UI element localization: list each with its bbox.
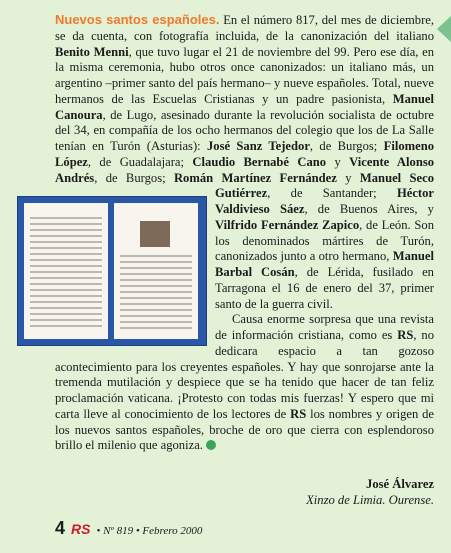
page-arrow-icon — [437, 16, 451, 42]
author-location: Xinzo de Limia. Ourense. — [306, 493, 434, 507]
saint-name: Manuel Seco Gutiérrez — [215, 170, 434, 201]
page-footer — [55, 518, 202, 540]
spread-left-page — [24, 203, 108, 339]
text-run: los nombres y origen de los nuevos santos españoles, broche de oro que cierra con esplendoroso brillo el milenio que agoniza. — [55, 406, 435, 453]
magazine-spread-image — [17, 196, 207, 346]
letter-signature — [306, 476, 434, 508]
magazine-name: RS — [290, 406, 307, 421]
paragraph-1 — [55, 12, 434, 312]
text-run: Causa enorme sorpresa que una revista de información cristiana, como es — [215, 312, 434, 342]
text-run: , de Buenos Aires, y — [304, 202, 434, 216]
end-bullet-icon — [206, 440, 216, 450]
text-run: , de León. Son los denominados mártires de Turón, canonizados junto a otro hermano, — [215, 217, 435, 264]
magazine-thumbnail — [17, 196, 207, 346]
saint-name: Vilfrido Fernández Zapico — [215, 217, 360, 232]
text-run: y — [336, 170, 360, 185]
magazine-name: RS — [397, 328, 414, 342]
saint-name: Manuel Barbal Cosán — [215, 249, 434, 279]
saint-name: Héctor Valdivieso Sáez — [215, 186, 434, 216]
text-run: , que tuvo lugar el 21 de noviembre del 99. Pero ese día, en la misma ceremonia, hubo otros once canonizados: un italiano más, un argentino –primer santo del país hermano– y nueve españoles. Total, nueve hermanos de las Escuelas Cristianas y un padre pasionista, — [55, 44, 434, 106]
saint-name: Vicente Alonso Andrés — [55, 154, 435, 185]
saint-name: Claudio Bernabé Cano — [192, 154, 327, 169]
saint-name: José Sanz Tejedor — [206, 139, 310, 153]
page-number: 4 — [55, 518, 66, 538]
text-run: , de Santander; — [267, 186, 397, 201]
text-run: , de Burgos; — [94, 170, 174, 185]
text-run: , no dedicara espacio a tan gozoso acontecimiento para los creyentes españoles. Y hay que sonrojarse ante la tremenda mutilación y despiece que se ha tenido que hacer de tan feliz proclamación vaticana. ¡Protesto con todas mis fuerzas! Y espero que mi carta lleve al conocimiento de los lectores de — [55, 328, 435, 421]
text-run: , de Burgos; — [309, 139, 384, 153]
letter-heading: Nuevos santos españoles. — [55, 12, 220, 27]
letter-body — [55, 12, 434, 454]
saint-name: Filomeno López — [55, 139, 434, 169]
saint-name: Román Martínez Fernández — [173, 170, 337, 185]
text-run: En el número 817, del mes de diciembre, se da cuenta, con fotografía incluida, de la canonización del italiano — [55, 13, 435, 43]
text-run: , de Lugo, asesinado durante la revolución socialista de octubre del 34, en compañía de los ocho hermanos del colegio que los de La Salle tenían en Turón (Asturias): — [55, 107, 434, 153]
text-run: y — [326, 154, 350, 169]
author-name: José Álvarez — [366, 477, 434, 491]
issue-info: • Nº 819 • Febrero 2000 — [96, 525, 203, 537]
rs-logo: RS — [71, 521, 91, 537]
saint-name: Benito Menni — [55, 44, 129, 59]
text-run: , de Guadalajara; — [87, 154, 193, 169]
saint-name: Manuel Canoura — [55, 91, 434, 122]
text-run: , de Lérida, fusilado en Tarragona el 16 de enero del 37, primer santo de la guerra civil. — [215, 265, 434, 311]
spread-right-page — [114, 203, 198, 339]
